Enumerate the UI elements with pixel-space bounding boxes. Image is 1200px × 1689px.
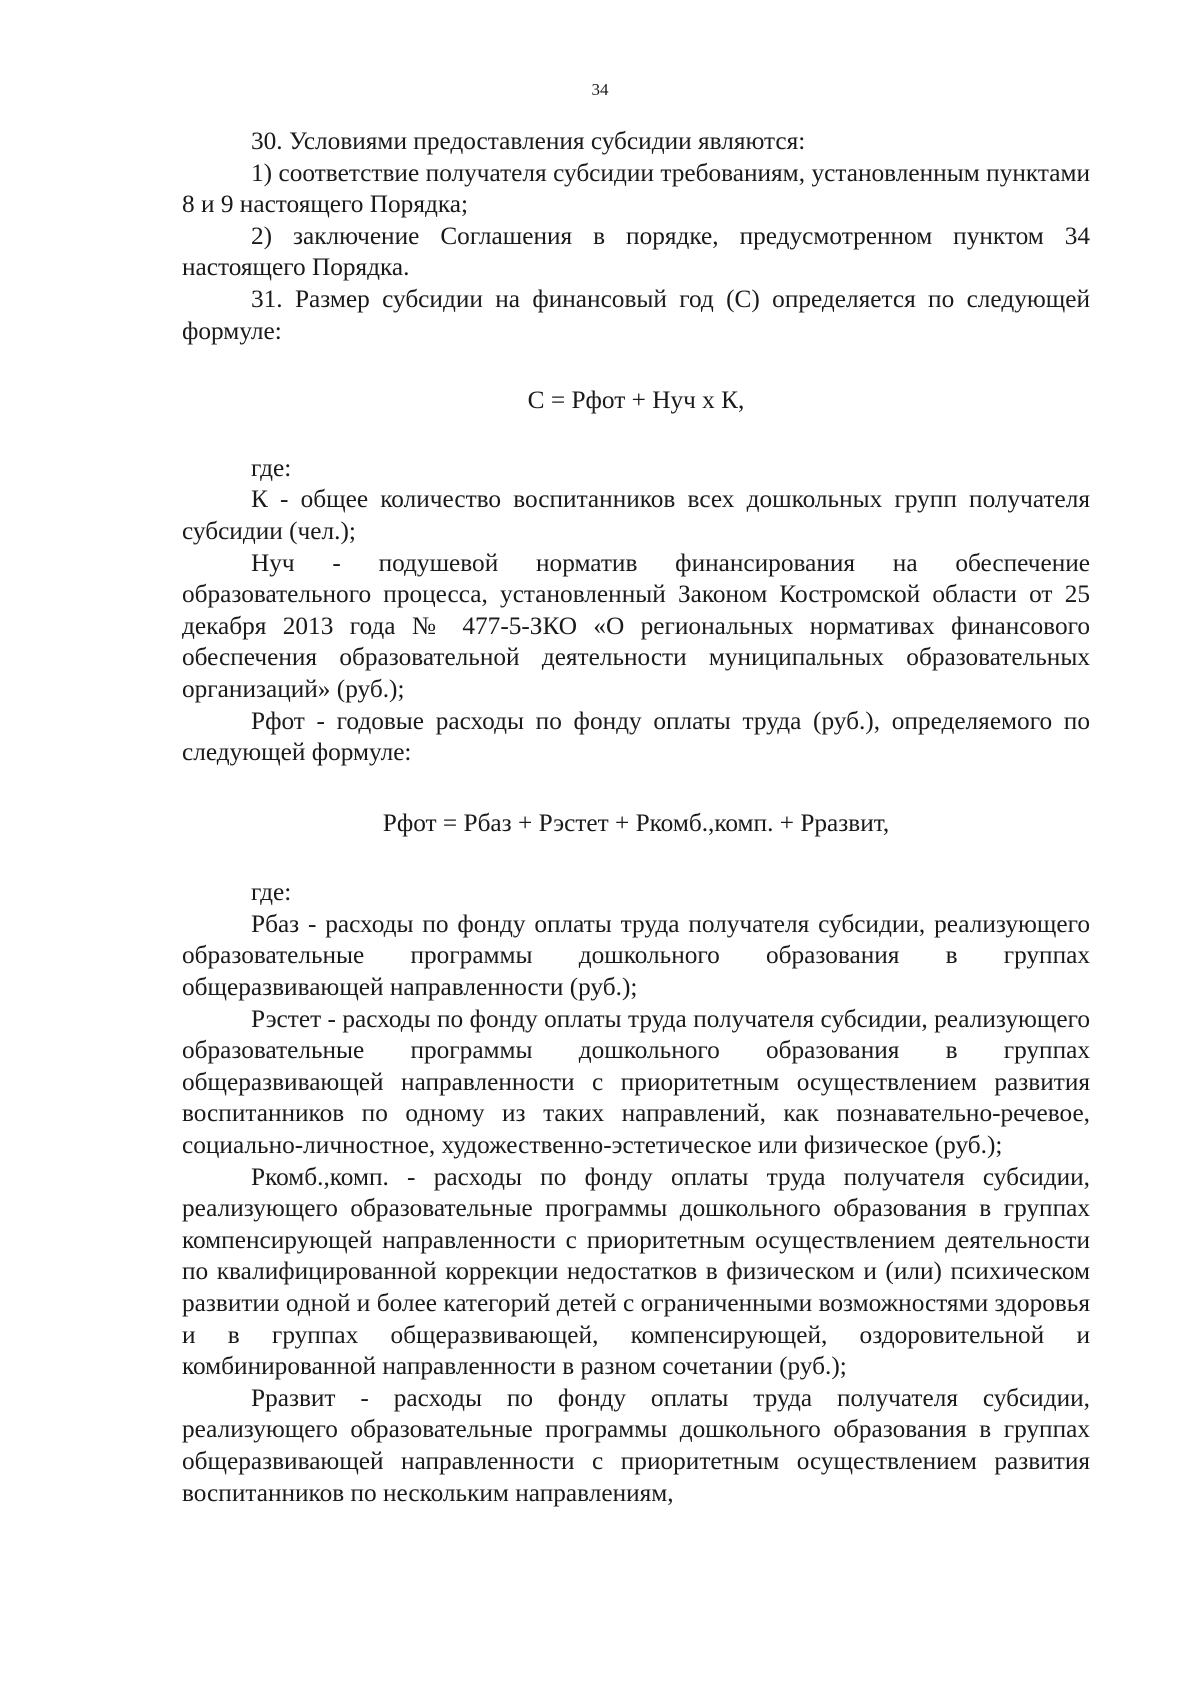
document-body bbox=[182, 126, 1090, 1509]
definition-rkomb: Ркомб.,комп. - расходы по фонду оплаты труда получателя субсидии, реализующего образовательные программы дошкольного образования в группах компенсирующей направленности с приоритетным осуществлением деятельности по квалифицированной коррекции недостатков в физическом и (или) психическом развитии одной и более категорий детей с ограниченными возможностями здоровья и в группах общеразвивающей, компенсирующей, оздоровительной и комбинированной направленности в разном сочетании (руб.); bbox=[182, 1162, 1090, 1381]
formula-subsidy: С = Рфот + Нуч х К, bbox=[527, 386, 745, 415]
where-label: где: bbox=[251, 878, 292, 907]
paragraph-30-conditions: 30. Условиями предоставления субсидии являются: bbox=[251, 127, 806, 155]
where-label: где: bbox=[251, 453, 292, 482]
definition-k: К - общее количество воспитанников всех дошкольных групп получателя субсидии (чел.); bbox=[182, 485, 1090, 545]
spacer bbox=[182, 417, 1090, 453]
definition-rrazvit: Рразвит - расходы по фонду оплаты труда получателя субсидии, реализующего образовательные программы дошкольного образования в группах общеразвивающей направленности с приоритетным осуществлением развития воспитанников по нескольким направлениям, bbox=[182, 1383, 1090, 1507]
formula-rfot: Рфот = Рбаз + Рэстет + Ркомб.,комп. + Рразвит, bbox=[382, 808, 890, 837]
spacer bbox=[182, 839, 1090, 877]
condition-item-1: 1) соответствие получателя субсидии требованиям, установленным пунктами 8 и 9 настоящего Порядка; bbox=[182, 158, 1090, 219]
definition-restet: Рэстет - расходы по фонду оплаты труда получателя субсидии, реализующего образовательные программы дошкольного образования в группах общеразвивающей направленности с приоритетным осуществлением развития воспитанников по одному из таких направлений, как познавательно-речевое, социально-личностное, художественно-эстетическое или физическое (руб.); bbox=[182, 1004, 1090, 1160]
definition-rbaz: Рбаз - расходы по фонду оплаты труда получателя субсидии, реализующего образовательные программы дошкольного образования в группах общеразвивающей направленности (руб.); bbox=[182, 909, 1090, 1002]
condition-item-2: 2) заключение Соглашения в порядке, предусмотренном пунктом 34 настоящего Порядка. bbox=[182, 221, 1090, 282]
definition-rfot: Рфот - годовые расходы по фонду оплаты труда (руб.), определяемого по следующей формуле: bbox=[182, 706, 1090, 767]
spacer bbox=[182, 347, 1090, 385]
paragraph-31-subsidy-size: 31. Размер субсидии на финансовый год (С) определяется по следующей формуле: bbox=[182, 284, 1090, 345]
page-number: 34 bbox=[591, 80, 609, 99]
spacer bbox=[182, 769, 1090, 808]
definition-nuch: Нуч - подушевой норматив финансирования на обеспечение образовательного процесса, установленный Законом Костромской области от 25 декабря 2013 года № 477-5-ЗКО «О региональных нормативах финансового обеспечения образовательной деятельности муниципальных образовательных организаций» (руб.); bbox=[182, 548, 1090, 703]
